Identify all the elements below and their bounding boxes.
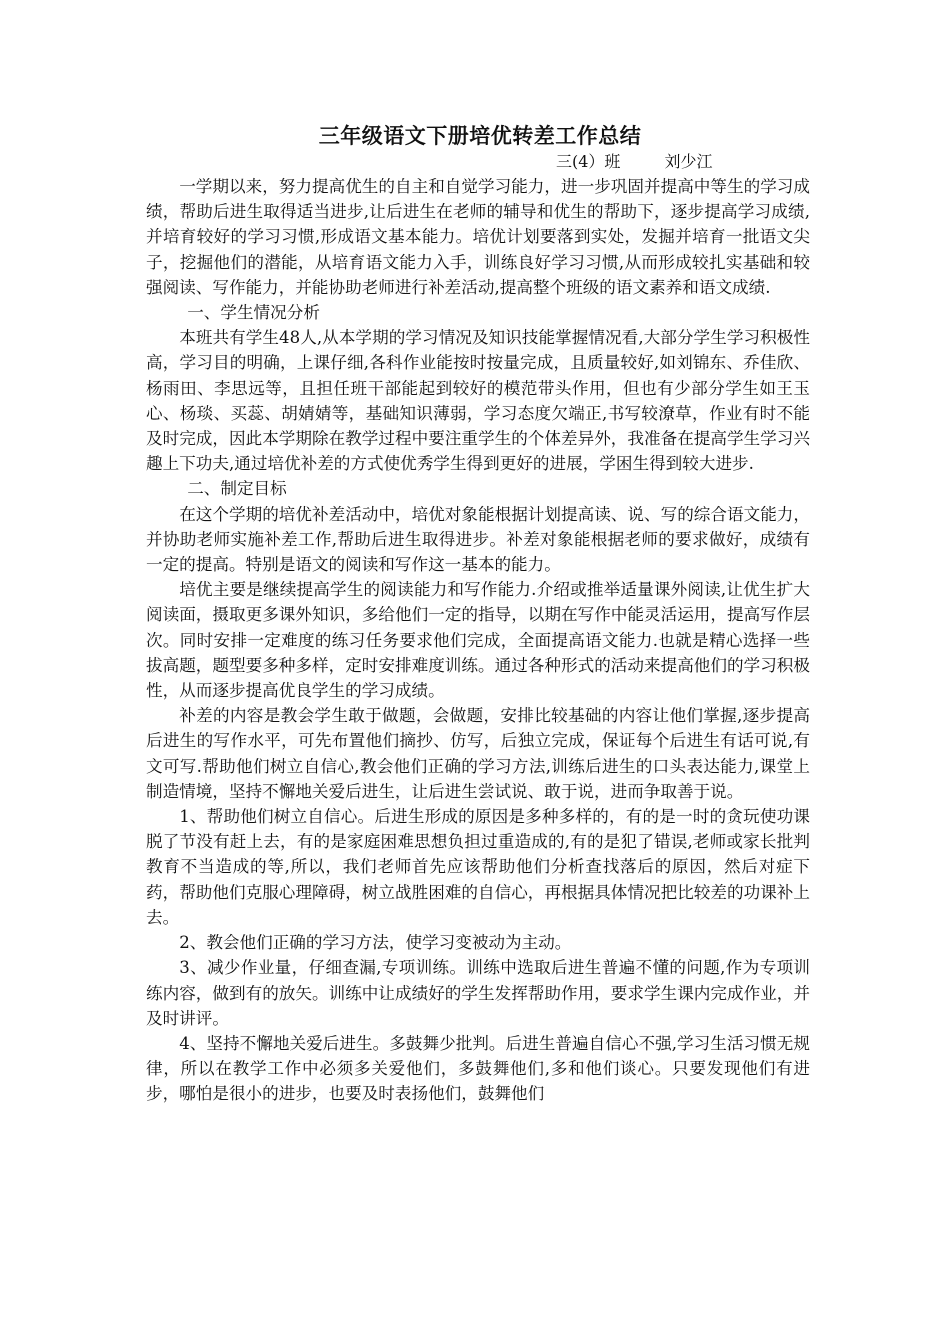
measure-1-paragraph: 1、帮助他们树立自信心。后进生形成的原因是多种多样的，有的是一时的贪玩使功课脱了节没有赶上去，有的是家庭困难思想负担过重造成的,有的是犯了错误,老师或家长批判教育不当造成的等,所以，我们老师首先应该帮助他们分析查找落后的原因，然后对症下药，帮助他们克服心理障碍，树立战胜困难的自信心，再根据具体情况把比较差的功课补上去。 <box>146 807 810 927</box>
student-analysis-paragraph: 本班共有学生48人,从本学期的学习情况及知识技能掌握情况看,大部分学生学习积极性高，学习目的明确，上课仔细,各科作业能按时按量完成，且质量较好,如刘锦东、乔佳欣、杨雨田、李思远等，且担任班干部能起到较好的模范带头作用，但也有少部分学生如王玉心、杨琰、买蕊、胡婧婧等，基础知识薄弱，学习态度欠端正,书写较潦草，作业有时不能及时完成，因此本学期除在教学过程中要注重学生的个体差异外，我准备在提高学生学习兴趣上下功夫,通过培优补差的方式使优秀学生得到更好的进展，学困生得到较大进步. <box>146 328 810 474</box>
measure-4-paragraph: 4、坚持不懈地关爱后进生。多鼓舞少批判。后进生普遍自信心不强,学习生活习惯无规律，所以在教学工作中必须多关爱他们，多鼓舞他们,多和他们谈心。只要发现他们有进步，哪怕是很小的进步，也要及时表扬他们，鼓舞他们 <box>146 1033 810 1104</box>
document-title: 三年级语文下册培优转差工作总结 <box>318 124 642 148</box>
measure-2-paragraph: 2、教会他们正确的学习方法，使学习变被动为主动。 <box>179 933 572 953</box>
section-heading-student-analysis: 一、学生情况分析 <box>187 303 320 323</box>
class-label: 三(4）班 <box>556 152 621 171</box>
section-heading-goals: 二、制定目标 <box>187 479 287 499</box>
byline <box>556 150 712 174</box>
remedial-paragraph: 补差的内容是教会学生敢于做题，会做题，安排比较基础的内容让他们掌握,逐步提高后进生的写作水平，可先布置他们摘抄、仿写，后独立完成，保证每个后进生有话可说,有文可写.帮助他们树立自信心,教会他们正确的学习方法,训练后进生的口头表达能力,课堂上制造情境，坚持不懈地关爱后进生，让后进生尝试说、敢于说，进而争取善于说。 <box>146 706 810 801</box>
measure-3-paragraph: 3、减少作业量，仔细查漏,专项训练。训练中选取后进生普遍不懂的问题,作为专项训练内容，做到有的放矢。训练中让成绩好的学生发挥帮助作用，要求学生课内完成作业，并及时讲评。 <box>146 958 810 1028</box>
author-name: 刘少江 <box>664 152 713 171</box>
document-body <box>146 174 810 1107</box>
goals-paragraph: 在这个学期的培优补差活动中，培优对象能根据计划提高读、说、写的综合语文能力，并协助老师实施补差工作,帮助后进生取得进步。补差对象能根据老师的要求做好，成绩有一定的提高。特别是语文的阅读和写作这一基本的能力。 <box>146 504 810 575</box>
intro-paragraph: 一学期以来，努力提高优生的自主和自觉学习能力，进一步巩固并提高中等生的学习成绩，帮助后进生取得适当进步,让后进生在老师的辅导和优生的帮助下，逐步提高学习成绩,并培育较好的学习习惯,形成语文基本能力。培优计划要落到实处，发掘并培育一批语文尖子，挖掘他们的潜能，从培育语文能力入手，训练良好学习习惯,从而形成较扎实基础和较强阅读、写作能力，并能协助老师进行补差活动,提高整个班级的语文素养和语文成绩. <box>146 177 810 297</box>
top-students-paragraph: 培优主要是继续提高学生的阅读能力和写作能力.介绍或推举适量课外阅读,让优生扩大阅读面，摄取更多课外知识，多给他们一定的指导，以期在写作中能灵活运用，提高写作层次。同时安排一定难度的练习任务要求他们完成，全面提高语文能力.也就是精心选择一些拔高题，题型要多种多样，定时安排难度训练。通过各种形式的活动来提高他们的学习积极性，从而逐步提高优良学生的学习成绩。 <box>146 580 810 701</box>
